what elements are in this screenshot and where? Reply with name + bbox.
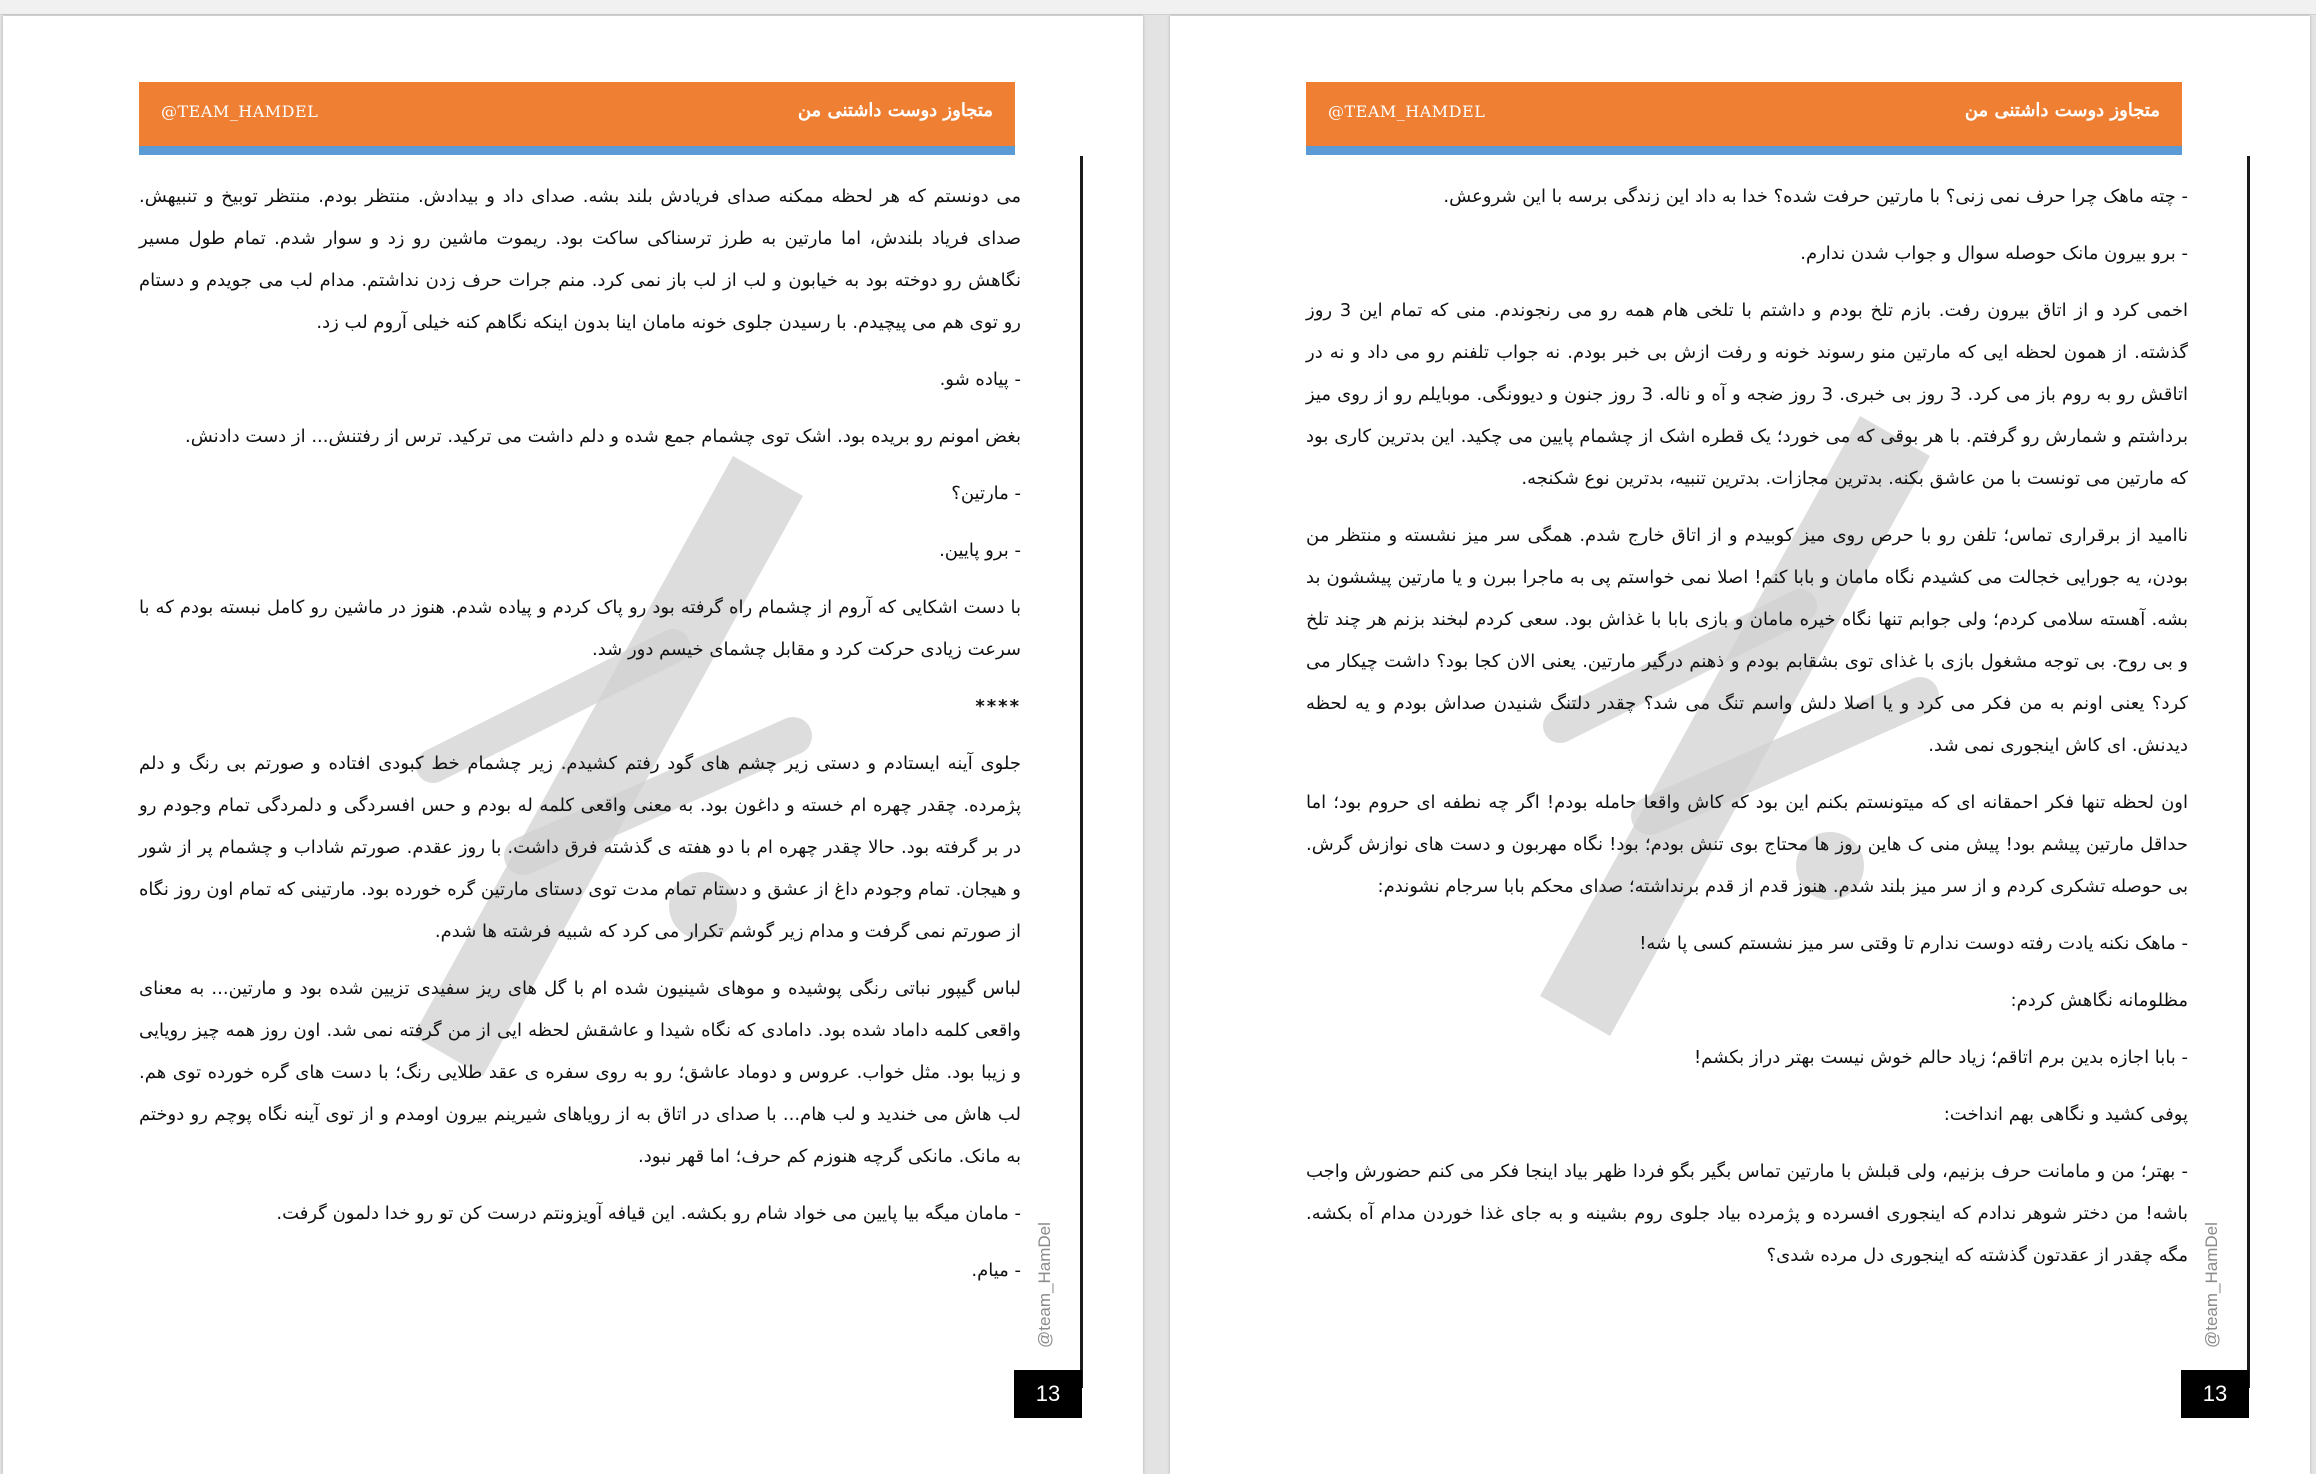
document-page-left [3, 16, 1143, 1474]
side-channel-text: @team_HamDel [2202, 1222, 2221, 1348]
page-body-text [1306, 176, 2188, 1292]
scene-separator: **** [975, 696, 1021, 717]
paragraph: ناامید از برقراری تماس؛ تلفن رو با حرص روی میز کوبیدم و از اتاق خارج شدم. همگی سر میز نشسته و منتظر من بودن، یه جورایی خجالت می کشیدم نگاه مامان و بابا کنم! اصلا نمی خواستم پی به ماجرا ببرن و یا مارتین پیششون بد بشه. آهسته سلامی کردم؛ ولی جوابم تنها نگاه خیره مامان و بازی بابا با غذاش بود. سعی کردم لبخند بزنم هر چند تلخ و بی روح. بی توجه مشغول بازی با غذای توی بشقابم بودم و ذهنم درگیر مارتین. یعنی الان کجا بود؟ داشت چیکار می کرد؟ یعنی اونم به من فکر می کرد و یا اصلا دلش واسم تنگ می شد؟ چقدر دلتنگ شنیدن صداش بودم و یه لحظه دیدنش. ای کاش اینجوری نمی شد. [1306, 525, 2188, 756]
paragraph: اون لحظه تنها فکر احمقانه ای که میتونستم بکنم این بود که کاش واقعا حامله بودم! اگر چه نطفه ای حروم بود؛ اما حداقل مارتین پیشم بود! پیش منی ک هاین روز ها محتاج بوی تنش بودم؛ بود! نگاه مهربون و دست های نوازش گرش. بی حوصله تشکری کردم و از سر میز بلند شدم. هنوز قدم از قدم برنداشته؛ صدای محکم بابا سرجام نشوندم: [1306, 792, 2188, 897]
side-channel-text: @team_HamDel [1035, 1222, 1054, 1348]
paragraph: لباس گیپور نباتی رنگی پوشیده و موهای شینیون شده ام با گل های ریز سفیدی تزیین شده بود و مارتین... به معنای واقعی کلمه داماد شده بود. دامادی که نگاه شیدا و عاشقش لحظه ایی از من گرفته نمی شد. اون روز همه چیز رویایی و زیبا بود. مثل خواب. عروس و دوماد عاشق؛ رو به روی سفره ی عقد طلایی رنگ؛ با دست های گره خورده توی هم. لب هاش می خندید و لب هام... با صدای در اتاق به از رویاهای شیرینم بیرون اومدم و از توی آینه نگاه پوچم رو دوختم به مانک. مانکی گرچه هنوزم کم حرف؛ اما قهر نبود. [139, 978, 1021, 1167]
paragraph: - مامان میگه بیا پایین می خواد شام رو بکشه. این قیافه آویزونتم درست کن تو رو خدا دلمون گرفت. [276, 1203, 1021, 1224]
paragraph: - برو پایین. [939, 540, 1021, 561]
paragraph: می دونستم که هر لحظه ممکنه صدای فریادش بلند بشه. صدای داد و بیدادش. منتظر بودم. منتظر توبیخ و تنبیهش. صدای فریاد بلندش، اما مارتین به طرز ترسناکی ساکت بود. ریموت ماشین رو زد و سوار شدم. تمام طول مسیر نگاهش رو دوخته بود به خیابون و لب از لب باز نمی کرد. منم جرات حرف زدن نداشتم. مدام لب می جویدم و دستام رو توی هم می پیچیدم. با رسیدن جلوی خونه مامان اینا بدون اینکه نگاهم کنه خیلی آروم لب زد. [139, 186, 1021, 333]
paragraph: - چته ماهک چرا حرف نمی زنی؟ با مارتین حرفت شده؟ خدا به داد این زندگی برسه با این شروعش. [1443, 186, 2188, 207]
header-book-title: متجاوز دوست داشتنی من [1964, 100, 2160, 121]
paragraph: - میام. [971, 1260, 1021, 1281]
page-border-line [2247, 156, 2250, 1388]
paragraph: - پیاده شو. [939, 369, 1021, 390]
paragraph: با دست اشکایی که آروم از چشمام راه گرفته بود رو پاک کردم و پیاده شدم. هنوز در ماشین رو کامل نبسته بودم که با سرعت زیادی حرکت کرد و مقابل چشمای خیسم دور شد. [139, 597, 1021, 660]
paragraph: - مارتین؟ [951, 483, 1021, 504]
paragraph: - برو بیرون مانک حوصله سوال و جواب شدن ندارم. [1800, 243, 2188, 264]
document-page-right [1170, 16, 2310, 1474]
paragraph: بغض امونم رو بریده بود. اشک توی چشمام جمع شده و دلم داشت می ترکید. ترس از رفتنش... از دست دادنش. [184, 426, 1021, 447]
paragraph: پوفی کشید و نگاهی بهم انداخت: [1943, 1104, 2188, 1125]
page-header [1306, 82, 2182, 155]
page-body-text [139, 176, 1021, 1307]
page-border-line [1080, 156, 1083, 1388]
paragraph: - بهتر؛ من و مامانت حرف بزنیم، ولی قبلش با مارتین تماس بگیر بگو فردا ظهر بیاد اینجا فکر می کنم حضورش واجب باشه! من دختر شوهر ندادم که اینجوری افسرده و پژمرده بیاد جلوی روم بشینه و به جای غذا خوردن مدام آه بکشه. مگه چقدر از عقدتون گذشته که اینجوری دل مرده شدی؟ [1306, 1161, 2188, 1266]
header-channel-tag: @TEAM_HAMDEL [161, 102, 319, 121]
paragraph: جلوی آینه ایستادم و دستی زیر چشم های گود رفتم کشیدم. زیر چشمام خط کبودی افتاده و صورتم بی رنگ و دلم پژمرده. چقدر چهره ام خسته و داغون بود. به معنی واقعی کلمه له بودم و حس افسردگی و دلمردگی تمام وجودم رو در بر گرفته بود. حالا چقدر چهره ام با دو هفته ی گذشته فرق داشت. با روز عقدم. صورتم شاداب و چشمام پر از شور و هیجان. تمام وجودم داغ از عشق و دستام تمام مدت توی دستای مارتین گره خورده بود. مارتینی که تمام اون روز نگاه از صورتم نمی گرفت و مدام زیر گوشم تکرار می کرد که شبیه فرشته ها شدم. [139, 753, 1021, 942]
header-book-title: متجاوز دوست داشتنی من [797, 100, 993, 121]
viewer-top-strip [0, 0, 2316, 15]
paragraph: - ماهک نکنه یادت رفته دوست ندارم تا وقتی سر میز نشستم کسی پا شه! [1639, 933, 2188, 954]
paragraph: - بابا اجازه بدین برم اتاقم؛ زیاد حالم خوش نیست بهتر دراز بکشم! [1693, 1047, 2188, 1068]
page-header [139, 82, 1015, 155]
paragraph: اخمی کرد و از اتاق بیرون رفت. بازم تلخ بودم و داشتم با تلخی هام همه رو می رنجوندم. منی که تمام این 3 روز گذشته. از همون لحظه ایی که مارتین منو رسوند خونه و رفت ازش بی خبر بودم. نه جواب تلفنم رو می داد و نه در اتاقش رو به روم باز می کرد. 3 روز بی خبری. 3 روز ضجه و آه و ناله. 3 روز جنون و دیوونگی. موبایلم رو از روی میز برداشتم و شمارش رو گرفتم. با هر بوقی که می خورد؛ یک قطره اشک از چشمام پایین می چکید. این بدترین کاری بود که مارتین می تونست با من عاشق بکنه. بدترین مجازات. بدترین تنبیه، بدترین نوع شکنجه. [1306, 300, 2188, 489]
header-channel-tag: @TEAM_HAMDEL [1328, 102, 1486, 121]
page-number: 13 [2181, 1370, 2249, 1418]
page-number: 13 [1014, 1370, 1082, 1418]
paragraph: مظلومانه نگاهش کردم: [2010, 990, 2188, 1011]
